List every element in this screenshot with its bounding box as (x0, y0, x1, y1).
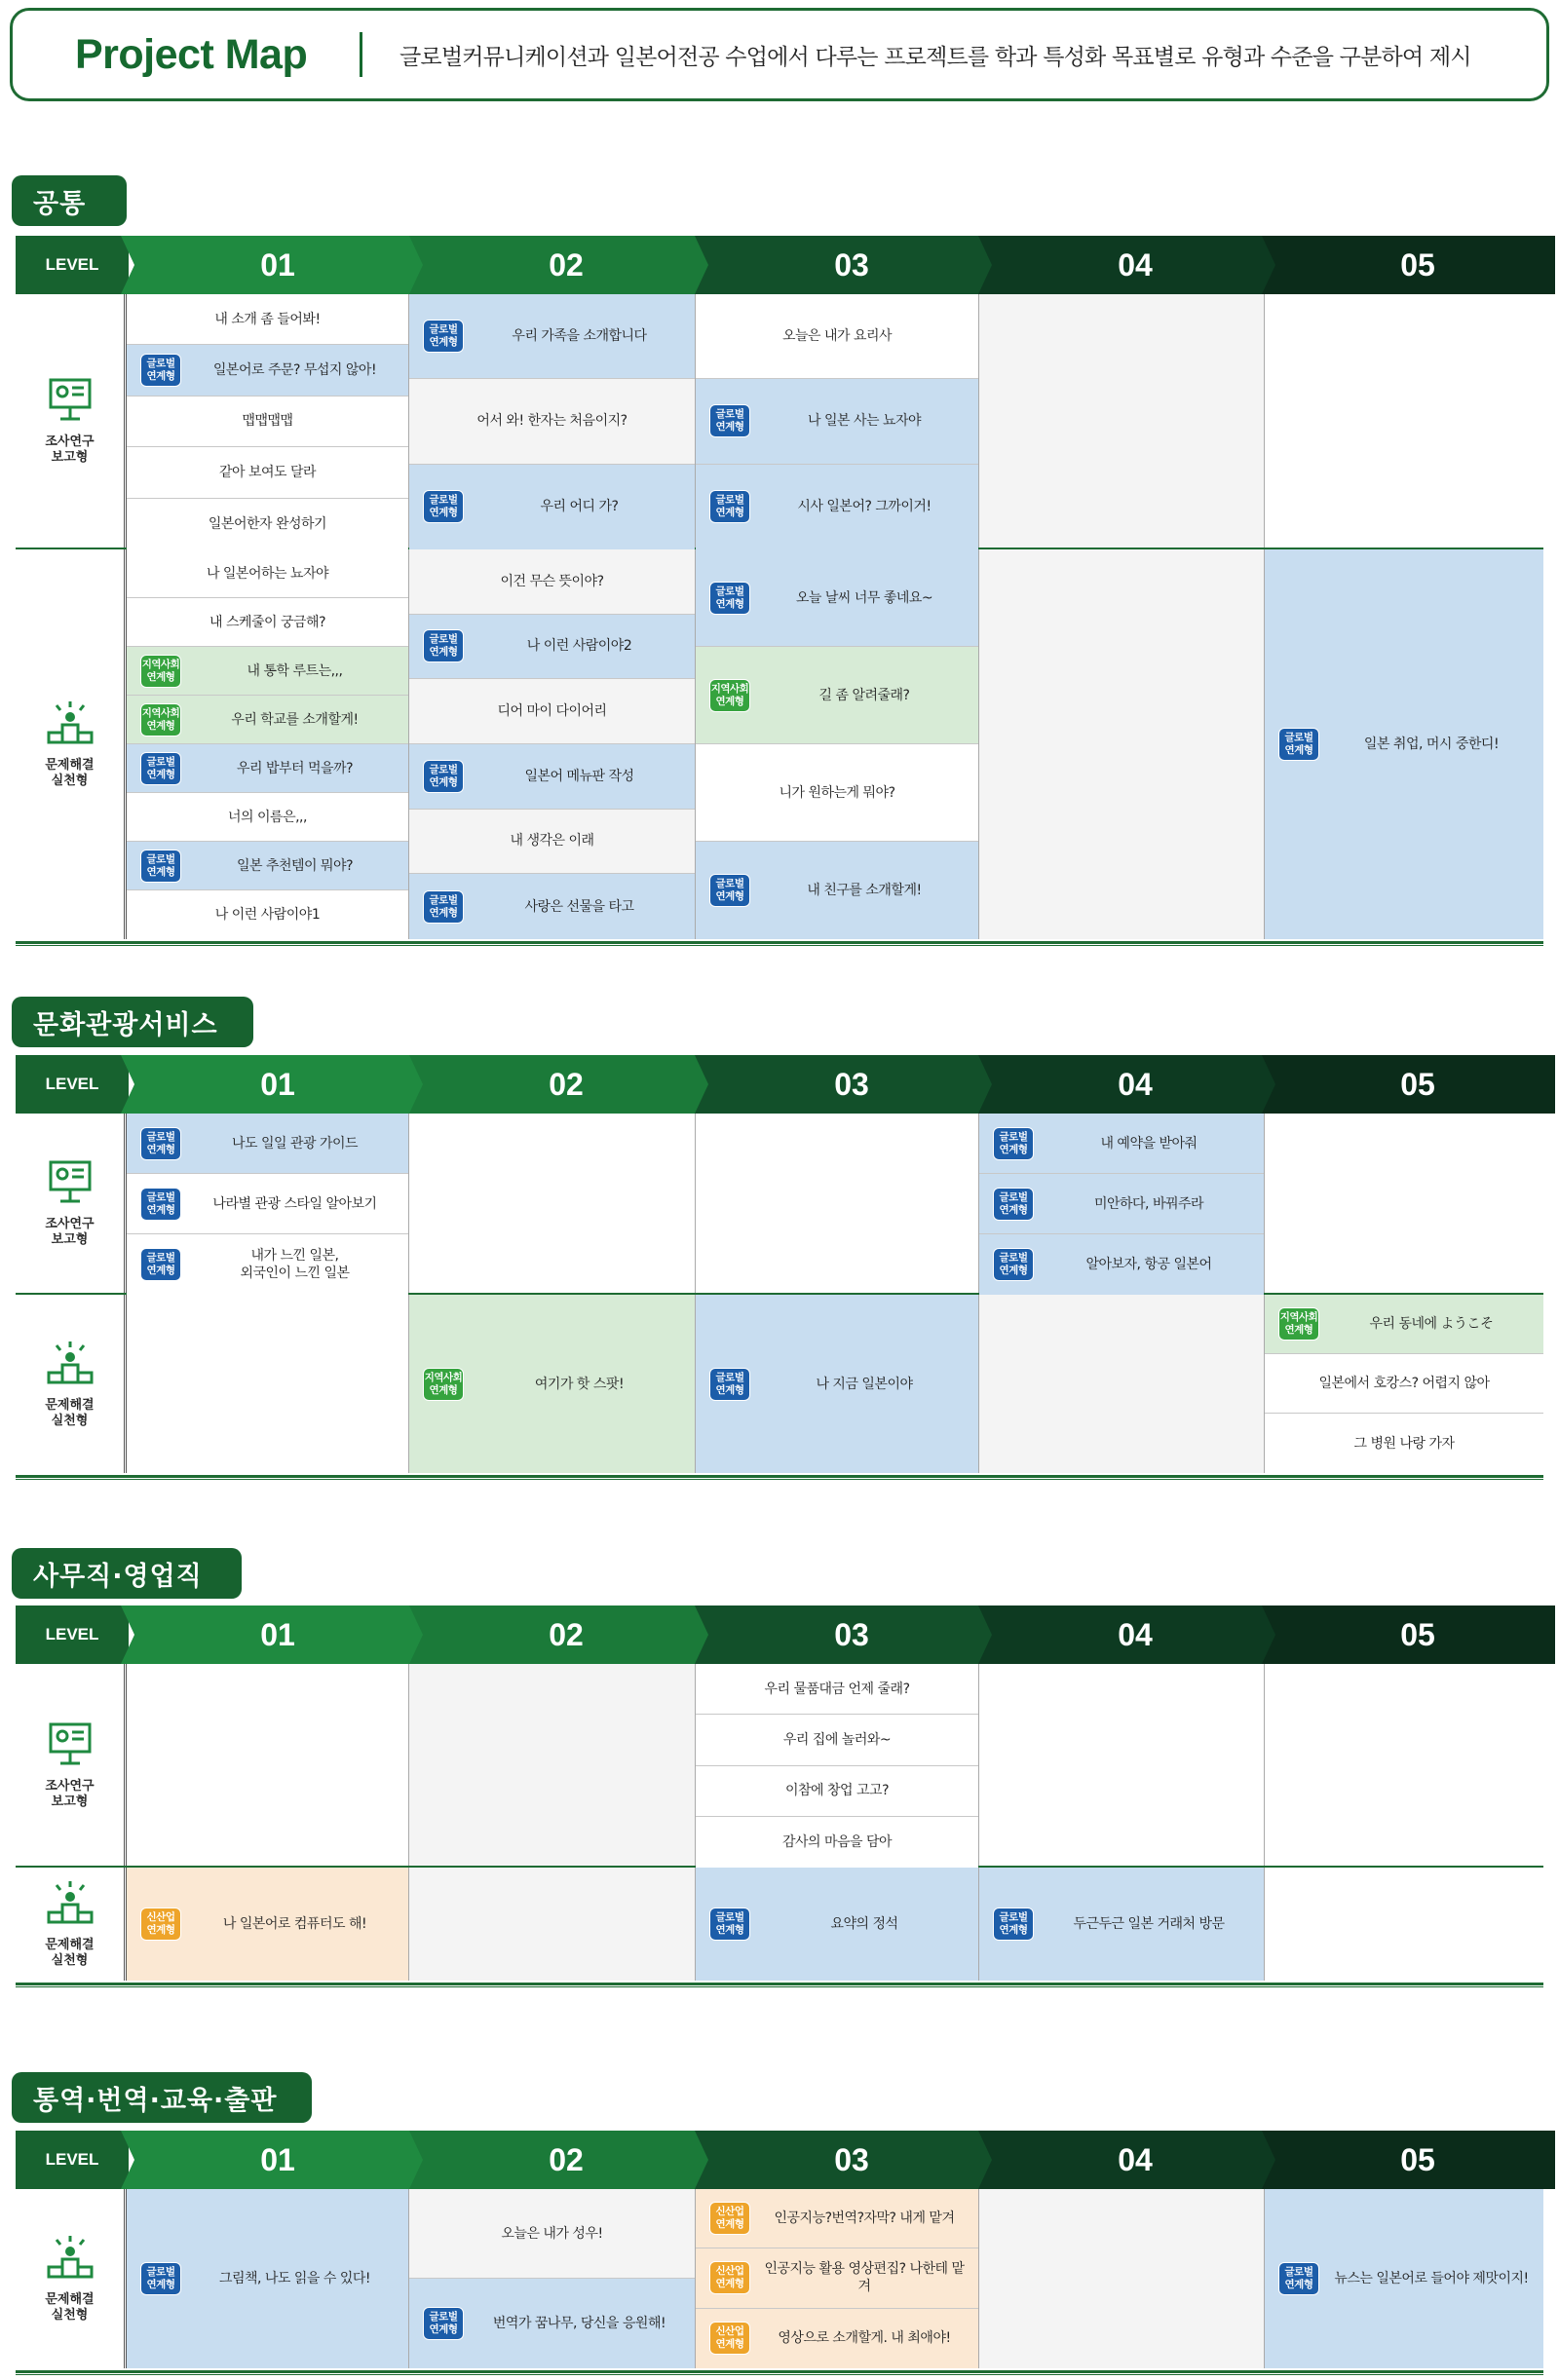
community-link-badge: 지역사회 연계형 (423, 1368, 464, 1401)
project-item[interactable] (696, 379, 978, 464)
row-type-text: 문제해결 실천형 (45, 1938, 95, 1968)
project-title: 우리 가족을 소개합니다 (512, 328, 647, 345)
global-link-badge: 글로벌 연계형 (709, 582, 750, 615)
level-label-text: LEVEL (45, 1625, 99, 1643)
project-title: 나 일본 사는 뇨자야 (807, 413, 922, 430)
grid-row-problem (16, 2189, 1543, 2368)
project-item[interactable] (409, 1295, 695, 1473)
section-bottom-rule (16, 941, 1543, 946)
project-title: 오늘 날씨 너무 좋네요~ (795, 589, 933, 606)
global-link-badge: 글로벌 연계형 (140, 1248, 181, 1281)
level-number-04 (986, 1055, 1284, 1114)
project-item[interactable] (409, 874, 695, 939)
project-item[interactable] (409, 810, 695, 875)
global-link-badge: 글로벌 연계형 (140, 354, 181, 387)
project-title: 이참에 창업 고고? (785, 1783, 889, 1799)
research-report-icon (43, 1158, 97, 1209)
project-item[interactable] (696, 2309, 978, 2368)
project-item[interactable] (127, 345, 408, 396)
project-title: 여기가 핫 스팟! (534, 1376, 625, 1392)
community-link-badge: 지역사회 연계형 (140, 703, 181, 737)
level-number-01 (129, 1055, 427, 1114)
problem-solving-icon (43, 699, 97, 750)
level-header-band (16, 1606, 1555, 1664)
project-title: 그림책, 나도 읽을 수 있다! (218, 2271, 371, 2286)
project-title: 인공지능?번역?자막? 내게 맡겨 (774, 2210, 955, 2227)
section-bottom-rule (16, 1983, 1543, 1987)
project-item[interactable] (696, 465, 978, 549)
project-title: 어서 와! 한자는 처음이지? (476, 413, 627, 430)
level-number-text: 04 (1118, 246, 1153, 283)
project-item[interactable] (979, 1868, 1264, 1981)
project-title: 사랑은 선물을 타고 (524, 898, 634, 915)
project-item[interactable] (409, 294, 695, 379)
level-number-04 (986, 236, 1284, 294)
level-column-1 (127, 294, 409, 548)
industry-link-badge: 신산업 연계형 (709, 2202, 750, 2235)
level-label (16, 2131, 129, 2189)
project-title: 나 이런 사람이야2 (526, 638, 632, 655)
level-column-5 (1265, 1868, 1543, 1981)
level-column-2 (409, 1295, 696, 1473)
project-item[interactable] (1265, 1295, 1543, 1354)
level-number-01 (129, 2131, 427, 2189)
project-title: 우리 집에 놀러와~ (782, 1731, 892, 1748)
global-link-badge: 글로벌 연계형 (140, 752, 181, 785)
row-type-label (16, 1664, 127, 1866)
project-item[interactable] (127, 647, 408, 696)
project-item[interactable] (696, 1817, 978, 1868)
global-link-badge: 글로벌 연계형 (423, 890, 464, 924)
level-column-4 (979, 1295, 1265, 1473)
level-column-3 (696, 1868, 979, 1981)
level-number-05 (1270, 1606, 1559, 1664)
level-column-5 (1265, 294, 1543, 548)
level-number-text: 01 (260, 246, 295, 283)
level-number-text: 05 (1400, 1616, 1435, 1652)
level-column-3 (696, 1664, 979, 1866)
level-column-2 (409, 294, 696, 548)
level-column-4 (979, 549, 1265, 939)
project-item[interactable] (127, 294, 408, 345)
level-number-03 (703, 1055, 1001, 1114)
project-item[interactable] (696, 1766, 978, 1817)
grid-row-problem (16, 1868, 1543, 1981)
project-item[interactable] (1265, 1414, 1543, 1473)
level-number-04 (986, 2131, 1284, 2189)
project-title: 영상으로 소개할게. 내 최애야! (778, 2330, 951, 2347)
project-item[interactable] (409, 465, 695, 549)
global-link-badge: 글로벌 연계형 (709, 404, 750, 437)
section-title-3: 사무직·영업직 (12, 1548, 242, 1599)
project-title: 너의 이름은,,, (228, 809, 307, 825)
global-link-badge: 글로벌 연계형 (1278, 2262, 1319, 2295)
level-number-03 (703, 236, 1001, 294)
row-type-label (16, 1295, 127, 1473)
project-title: 내 예약을 받아줘 (1100, 1135, 1198, 1152)
level-number-01 (129, 236, 427, 294)
global-link-badge: 글로벌 연계형 (993, 1248, 1034, 1281)
project-item[interactable] (409, 379, 695, 464)
project-title: 번역가 꿈나무, 당신을 응원해! (492, 2316, 666, 2331)
project-item[interactable] (696, 647, 978, 744)
level-column-2 (409, 549, 696, 939)
project-item[interactable] (409, 2189, 695, 2279)
project-item[interactable] (127, 744, 408, 793)
project-item[interactable] (979, 1174, 1264, 1234)
level-number-text: 04 (1118, 1066, 1153, 1102)
project-item[interactable] (127, 598, 408, 647)
level-number-02 (417, 236, 715, 294)
page-header (10, 8, 1549, 101)
project-item[interactable] (696, 1868, 978, 1981)
level-header-band (16, 1055, 1555, 1114)
project-item[interactable] (127, 890, 408, 939)
row-type-label (16, 294, 127, 548)
row-type-text: 조사연구 보고형 (45, 434, 95, 465)
project-item[interactable] (127, 696, 408, 744)
global-link-badge: 글로벌 연계형 (423, 2307, 464, 2340)
project-title: 맵맵맵맵 (242, 413, 293, 430)
level-column-5 (1265, 1664, 1543, 1866)
level-number-05 (1270, 2131, 1559, 2189)
level-column-3 (696, 294, 979, 548)
level-column-2 (409, 2189, 696, 2368)
level-column-3 (696, 549, 979, 939)
project-title: 미안하다, 바꿔주라 (1093, 1195, 1204, 1212)
level-column-1 (127, 1868, 409, 1981)
section-bottom-rule (16, 2370, 1543, 2375)
project-item[interactable] (127, 1868, 408, 1981)
header-divider (360, 32, 362, 77)
project-item[interactable] (127, 842, 408, 890)
global-link-badge: 글로벌 연계형 (423, 320, 464, 353)
project-title: 디어 마이 다이어리 (497, 703, 607, 720)
project-title: 길 좀 알려줄래? (818, 687, 910, 703)
level-column-5 (1265, 1295, 1543, 1473)
global-link-badge: 글로벌 연계형 (140, 1188, 181, 1221)
row-type-label (16, 549, 127, 939)
project-item[interactable] (409, 2279, 695, 2368)
project-title: 나 일본어하는 뇨자야 (206, 565, 329, 582)
level-column-5 (1265, 2189, 1543, 2368)
level-number-text: 01 (260, 2141, 295, 2177)
section-title-2: 문화관광서비스 (12, 997, 253, 1047)
global-link-badge: 글로벌 연계형 (140, 1127, 181, 1160)
project-title: 나도 일일 관광 가이드 (231, 1135, 359, 1152)
global-link-badge: 글로벌 연계형 (1278, 728, 1319, 761)
row-type-text: 조사연구 보고형 (45, 1217, 95, 1247)
project-title: 같아 보여도 달라 (218, 464, 317, 480)
level-column-4 (979, 294, 1265, 548)
level-number-text: 01 (260, 1066, 295, 1102)
level-number-05 (1270, 1055, 1559, 1114)
level-number-text: 03 (834, 246, 869, 283)
level-column-1 (127, 549, 409, 939)
level-number-04 (986, 1606, 1284, 1664)
level-number-03 (703, 1606, 1001, 1664)
level-column-4 (979, 1664, 1265, 1866)
level-number-01 (129, 1606, 427, 1664)
level-number-text: 05 (1400, 1066, 1435, 1102)
project-title: 인공지능 활용 영상편집? 나한테 맡겨 (764, 2261, 965, 2295)
project-item[interactable] (979, 1234, 1264, 1295)
project-title: 일본어로 주문? 무섭지 않아! (212, 362, 377, 379)
global-link-badge: 글로벌 연계형 (423, 629, 464, 662)
project-title: 그 병원 나랑 가자 (1353, 1435, 1455, 1452)
page-title: Project Map (75, 30, 308, 78)
grid-row-problem (16, 549, 1543, 939)
level-number-text: 04 (1118, 1616, 1153, 1652)
project-title: 니가 원하는게 뭐야? (779, 784, 895, 801)
project-item[interactable] (696, 1295, 978, 1473)
level-header-band (16, 2131, 1555, 2189)
project-item[interactable] (409, 615, 695, 680)
global-link-badge: 글로벌 연계형 (140, 2262, 181, 2295)
project-item[interactable] (696, 294, 978, 379)
global-link-badge: 글로벌 연계형 (423, 490, 464, 523)
project-title: 뉴스는 일본어로 들어야 제맛이지! (1334, 2271, 1529, 2286)
project-title: 우리 물품대금 언제 줄래? (764, 1681, 910, 1697)
project-title: 감사의 마음을 담아 (781, 1833, 893, 1850)
level-column-4 (979, 1868, 1265, 1981)
problem-solving-icon (43, 1879, 97, 1930)
section-title-1: 공통 (12, 175, 127, 226)
project-title: 일본어 메뉴판 작성 (524, 768, 634, 784)
level-number-02 (417, 2131, 715, 2189)
project-item[interactable] (696, 2248, 978, 2308)
level-column-4 (979, 2189, 1265, 2368)
level-number-text: 02 (549, 2141, 584, 2177)
grid-row-problem (16, 1295, 1543, 1473)
level-number-text: 01 (260, 1616, 295, 1652)
level-number-text: 05 (1400, 246, 1435, 283)
level-number-text: 05 (1400, 2141, 1435, 2177)
level-label (16, 1606, 129, 1664)
project-item[interactable] (696, 549, 978, 647)
section-bottom-rule (16, 1475, 1543, 1480)
row-type-text: 문제해결 실천형 (45, 2292, 95, 2323)
global-link-badge: 글로벌 연계형 (709, 1368, 750, 1401)
community-link-badge: 지역사회 연계형 (709, 679, 750, 712)
project-title: 시사 일본어? 그까이거! (797, 499, 932, 515)
project-title: 오늘은 내가 성우! (501, 2225, 603, 2242)
project-item[interactable] (127, 2189, 408, 2368)
global-link-badge: 글로벌 연계형 (993, 1188, 1034, 1221)
level-header-band (16, 236, 1555, 294)
level-number-text: 02 (549, 1066, 584, 1102)
project-title: 이건 무슨 뜻이야? (500, 573, 604, 589)
project-item[interactable] (127, 447, 408, 498)
project-title: 나 지금 일본이야 (816, 1376, 913, 1392)
project-item[interactable] (696, 744, 978, 842)
global-link-badge: 글로벌 연계형 (993, 1127, 1034, 1160)
level-number-02 (417, 1606, 715, 1664)
project-item[interactable] (696, 1715, 978, 1765)
row-type-text: 조사연구 보고형 (45, 1778, 95, 1809)
level-label (16, 236, 129, 294)
row-type-label (16, 1114, 127, 1293)
global-link-badge: 글로벌 연계형 (140, 850, 181, 883)
project-title: 나 일본어로 컴퓨터도 해! (222, 1916, 367, 1932)
project-item[interactable] (696, 2189, 978, 2248)
row-type-text: 문제해결 실천형 (45, 758, 95, 788)
project-title: 내 친구를 소개할게! (807, 883, 922, 898)
project-title: 내가 느낀 일본, 외국인이 느낀 일본 (240, 1248, 350, 1281)
project-title: 알아보자, 항공 일본어 (1085, 1257, 1212, 1272)
grid-row-research (16, 294, 1543, 549)
project-title: 내 스케줄이 궁금해? (209, 614, 326, 630)
page-description: 글로벌커뮤니케이션과 일본어전공 수업에서 다루는 프로젝트를 학과 특성화 목표별로 유형과 수준을 구분하여 제시 (399, 44, 1471, 70)
level-number-text: 02 (549, 1616, 584, 1652)
global-link-badge: 글로벌 연계형 (709, 874, 750, 907)
project-item[interactable] (127, 1114, 408, 1174)
research-report-icon (43, 376, 97, 427)
project-item[interactable] (409, 679, 695, 744)
project-title: 일본 추천템이 뭐야? (236, 857, 354, 874)
level-number-text: 03 (834, 1616, 869, 1652)
project-title: 일본 취업, 머시 중한디! (1363, 737, 1500, 752)
project-item[interactable] (127, 1174, 408, 1234)
project-item[interactable] (1265, 1354, 1543, 1414)
level-column-1 (127, 2189, 409, 2368)
industry-link-badge: 신산업 연계형 (709, 2322, 750, 2355)
project-item[interactable] (127, 549, 408, 598)
project-title: 두근두근 일본 거래처 방문 (1073, 1916, 1225, 1932)
problem-solving-icon (43, 2234, 97, 2285)
level-number-02 (417, 1055, 715, 1114)
industry-link-badge: 신산업 연계형 (140, 1908, 181, 1941)
global-link-badge: 글로벌 연계형 (709, 490, 750, 523)
grid-row-research (16, 1114, 1543, 1295)
row-type-label (16, 1868, 127, 1981)
project-item[interactable] (127, 499, 408, 549)
project-item[interactable] (409, 549, 695, 615)
problem-solving-icon (43, 1340, 97, 1390)
level-column-2 (409, 1868, 696, 1981)
level-label (16, 1055, 129, 1114)
row-type-label (16, 2189, 127, 2368)
project-title: 우리 학교를 소개할게! (231, 711, 359, 728)
level-label-text: LEVEL (45, 2150, 99, 2169)
level-column-2 (409, 1664, 696, 1866)
project-item[interactable] (127, 1234, 408, 1295)
community-link-badge: 지역사회 연계형 (140, 655, 181, 688)
level-column-1 (127, 1295, 409, 1473)
project-item[interactable] (127, 793, 408, 842)
project-item[interactable] (127, 397, 408, 447)
level-column-4 (979, 1114, 1265, 1293)
research-report-icon (43, 1720, 97, 1771)
project-title: 나라별 관광 스타일 알아보기 (212, 1195, 377, 1212)
section-title-4: 통역·번역·교육·출판 (12, 2072, 312, 2123)
project-item[interactable] (409, 744, 695, 810)
level-number-03 (703, 2131, 1001, 2189)
level-column-3 (696, 2189, 979, 2368)
level-number-text: 03 (834, 2141, 869, 2177)
community-link-badge: 지역사회 연계형 (1278, 1307, 1319, 1341)
level-column-1 (127, 1664, 409, 1866)
project-title: 우리 어디 가? (540, 499, 619, 515)
project-item[interactable] (696, 1664, 978, 1715)
level-number-05 (1270, 236, 1559, 294)
project-title: 내 소개 좀 들어봐! (214, 311, 321, 327)
project-title: 우리 밥부터 먹을까? (236, 760, 354, 776)
level-column-3 (696, 1114, 979, 1293)
level-number-text: 03 (834, 1066, 869, 1102)
project-title: 오늘은 내가 요리사 (781, 328, 893, 345)
level-label-text: LEVEL (45, 255, 99, 274)
project-item[interactable] (696, 842, 978, 939)
project-item[interactable] (979, 1114, 1264, 1174)
level-column-5 (1265, 1114, 1543, 1293)
row-type-text: 문제해결 실천형 (45, 1397, 95, 1428)
global-link-badge: 글로벌 연계형 (423, 760, 464, 793)
level-column-5 (1265, 549, 1543, 939)
project-title: 내 생각은 이래 (510, 833, 594, 850)
project-title: 요약의 정석 (830, 1916, 898, 1932)
project-title: 일본어한자 완성하기 (208, 515, 327, 532)
level-label-text: LEVEL (45, 1075, 99, 1093)
level-number-text: 04 (1118, 2141, 1153, 2177)
project-title: 나 이런 사람이야1 (214, 907, 321, 923)
project-title: 우리 동네에 ようこそ (1369, 1316, 1494, 1332)
level-column-1 (127, 1114, 409, 1293)
project-item[interactable] (1265, 549, 1543, 939)
global-link-badge: 글로벌 연계형 (709, 1908, 750, 1941)
project-title: 일본에서 호캉스? 어렵지 않아 (1318, 1376, 1490, 1391)
level-column-2 (409, 1114, 696, 1293)
level-number-text: 02 (549, 246, 584, 283)
grid-row-research (16, 1664, 1543, 1868)
industry-link-badge: 신산업 연계형 (709, 2261, 750, 2294)
project-title: 내 통학 루트는,,, (247, 662, 343, 679)
global-link-badge: 글로벌 연계형 (993, 1908, 1034, 1941)
project-item[interactable] (1265, 2189, 1543, 2368)
level-column-3 (696, 1295, 979, 1473)
